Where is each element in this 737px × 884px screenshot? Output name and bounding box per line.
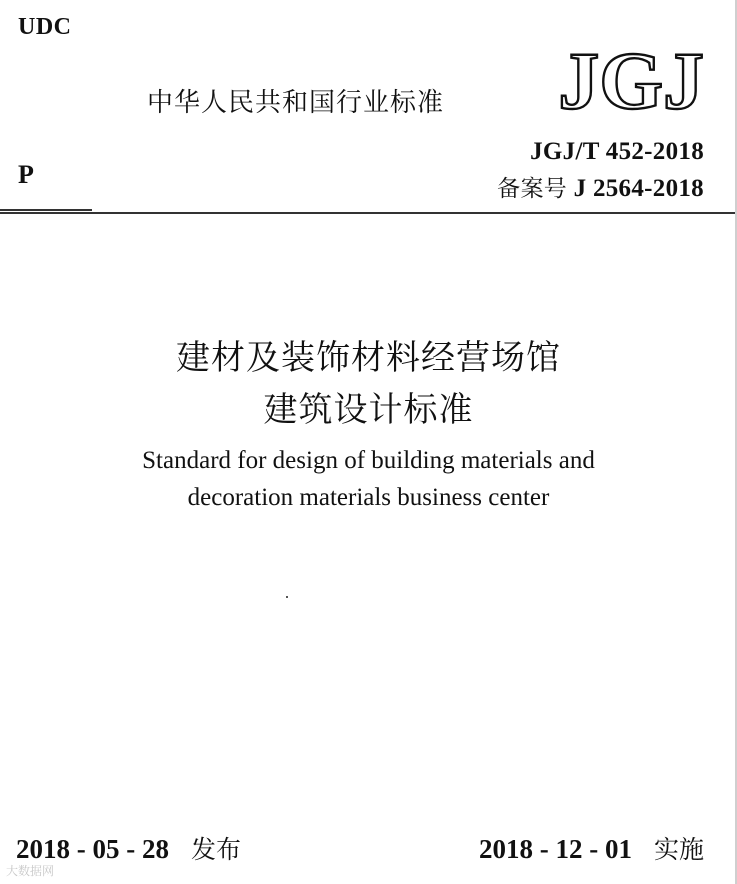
record-number: J 2564-2018	[573, 175, 704, 202]
industry-standard-heading: 中华人民共和国行业标准	[147, 88, 445, 118]
category-code: P	[18, 160, 34, 189]
standard-number: JGJ/T 452-2018	[530, 138, 704, 165]
implement-date: 2018 - 12 - 01	[479, 834, 632, 864]
title-cn-line1: 建材及装饰材料经营场馆	[176, 338, 561, 378]
implement-label: 实施	[653, 835, 704, 864]
title-en-line1: Standard for design of building materials and	[142, 447, 595, 474]
implement-info	[479, 830, 704, 866]
jgj-logo	[558, 40, 708, 116]
udc-label: UDC	[18, 14, 72, 40]
header-divider	[0, 212, 737, 214]
record-prefix: 备案号	[497, 176, 568, 202]
watermark: 大数据网	[6, 864, 55, 878]
title-cn-line2: 建筑设计标准	[263, 390, 474, 430]
title-en-line2: decoration materials business center	[187, 484, 550, 511]
header-rule-accent	[0, 209, 92, 211]
issue-date: 2018 - 05 - 28	[16, 834, 169, 864]
issue-label: 发布	[190, 835, 241, 864]
record-number-line	[497, 170, 704, 203]
issue-info	[16, 830, 241, 866]
jgj-logo-text: JGJ	[558, 40, 704, 116]
print-speck	[286, 596, 288, 598]
